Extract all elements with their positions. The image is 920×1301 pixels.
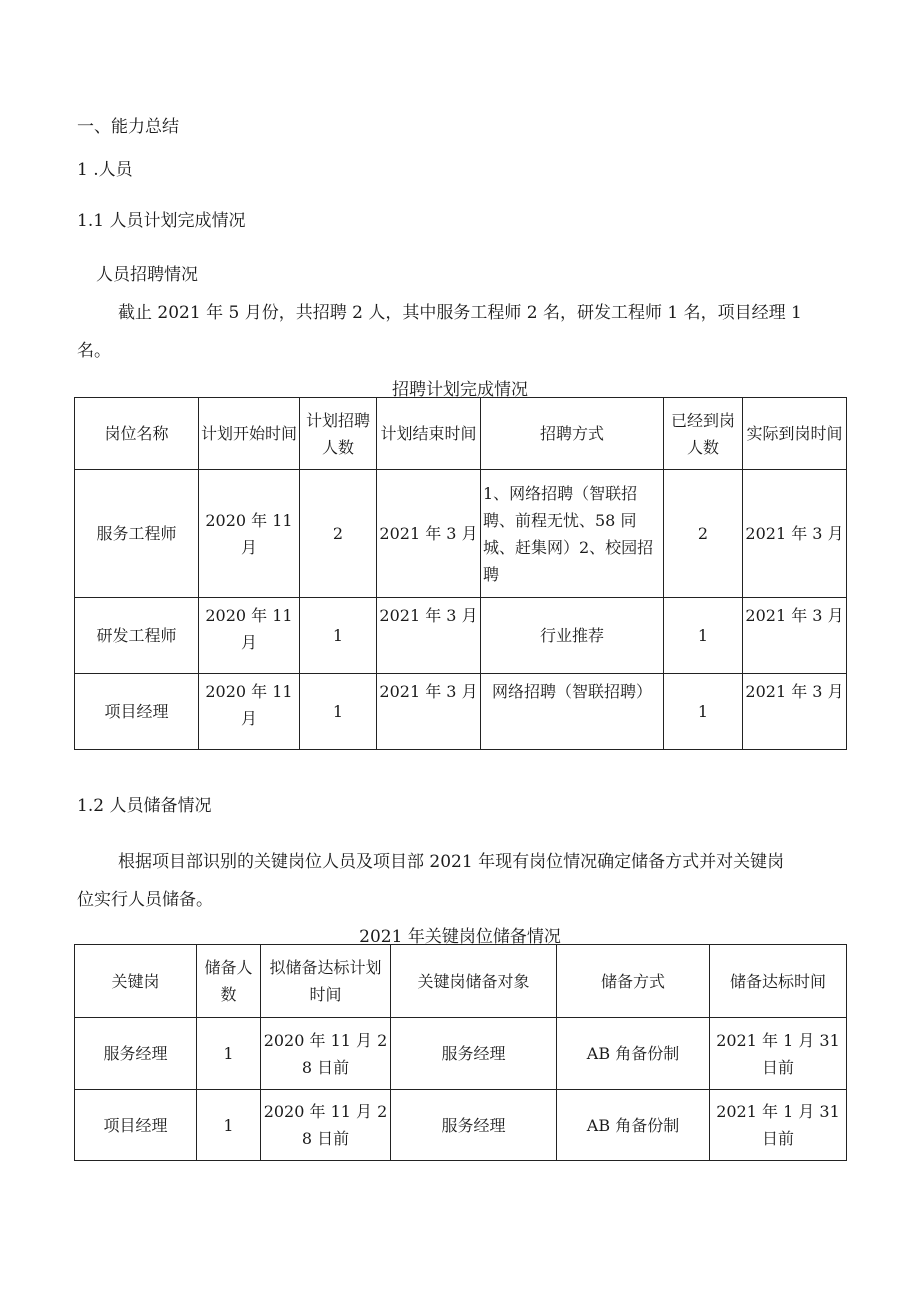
table-cell: 1 — [664, 598, 743, 674]
table-row — [75, 1090, 847, 1161]
table-row — [75, 598, 847, 674]
table-cell: 网络招聘（智联招聘） — [481, 674, 664, 750]
paragraph-recruitment-line1: 截止 2021 年 5 月份，共招聘 2 人，其中服务工程师 2 名，研发工程师 1 名，项目经理 1 — [118, 303, 802, 323]
table-cell: 2 — [664, 470, 743, 598]
table-cell: 服务经理 — [75, 1018, 197, 1090]
table-cell: 项目经理 — [75, 1090, 197, 1161]
header-cell: 岗位名称 — [75, 398, 199, 470]
table-cell: AB 角备份制 — [557, 1090, 710, 1161]
heading-capability-summary: 一、能力总结 — [77, 117, 179, 137]
header-cell: 计划招聘人数 — [300, 398, 377, 470]
table-cell: 服务工程师 — [75, 470, 199, 598]
paragraph-recruitment-line2: 名。 — [77, 341, 111, 361]
table-caption-recruitment: 招聘计划完成情况 — [392, 380, 528, 400]
table-cell: 1 — [300, 674, 377, 750]
table-cell: 研发工程师 — [75, 598, 199, 674]
table-cell: 1 — [197, 1018, 261, 1090]
table-cell: 2020 年 11 月 — [199, 674, 300, 750]
table-cell: 2021 年 3 月 — [377, 598, 481, 674]
table-cell: 2020 年 11 月 — [199, 598, 300, 674]
key-position-reserve-table — [74, 944, 847, 1161]
table-cell: 服务经理 — [391, 1090, 557, 1161]
table-cell: 1 — [197, 1090, 261, 1161]
heading-personnel-reserve: 1.2 人员储备情况 — [77, 796, 212, 816]
header-cell: 储备人数 — [197, 945, 261, 1018]
heading-plan-completion: 1.1 人员计划完成情况 — [77, 211, 246, 231]
table-header-row — [75, 945, 847, 1018]
heading-personnel: 1 .人员 — [77, 160, 133, 180]
header-cell: 实际到岗时间 — [743, 398, 847, 470]
header-cell: 关键岗储备对象 — [391, 945, 557, 1018]
table-cell: 2021 年 3 月 — [743, 598, 847, 674]
table-cell: 2020 年 11 月 28 日前 — [261, 1018, 391, 1090]
table-cell: 项目经理 — [75, 674, 199, 750]
table-cell: 2021 年 1 月 31 日前 — [710, 1018, 847, 1090]
heading-recruitment-status: 人员招聘情况 — [96, 265, 198, 285]
table-cell: 2 — [300, 470, 377, 598]
table-cell: 1 — [664, 674, 743, 750]
table-cell: 2021 年 3 月 — [377, 674, 481, 750]
table-cell: 1、网络招聘（智联招聘、前程无忧、58 同城、赶集网）2、校园招聘 — [481, 470, 664, 598]
table-cell: 2020 年 11 月 28 日前 — [261, 1090, 391, 1161]
header-cell: 招聘方式 — [481, 398, 664, 470]
header-cell: 拟储备达标计划时间 — [261, 945, 391, 1018]
table-cell: 1 — [300, 598, 377, 674]
recruitment-plan-table — [74, 397, 847, 750]
table-header-row — [75, 398, 847, 470]
table-cell: 行业推荐 — [481, 598, 664, 674]
table-cell: 2021 年 3 月 — [377, 470, 481, 598]
table-cell: 2021 年 1 月 31 日前 — [710, 1090, 847, 1161]
header-cell: 计划开始时间 — [199, 398, 300, 470]
table-row — [75, 1018, 847, 1090]
header-cell: 已经到岗人数 — [664, 398, 743, 470]
paragraph-reserve-line1: 根据项目部识别的关键岗位人员及项目部 2021 年现有岗位情况确定储备方式并对关键岗 — [118, 852, 785, 872]
table-cell: 2021 年 3 月 — [743, 674, 847, 750]
table-cell: 2021 年 3 月 — [743, 470, 847, 598]
header-cell: 储备方式 — [557, 945, 710, 1018]
table-caption-reserve: 2021 年关键岗位储备情况 — [359, 927, 561, 947]
paragraph-reserve-line2: 位实行人员储备。 — [77, 890, 213, 910]
table-cell: 服务经理 — [391, 1018, 557, 1090]
table-cell: AB 角备份制 — [557, 1018, 710, 1090]
table-row — [75, 470, 847, 598]
header-cell: 储备达标时间 — [710, 945, 847, 1018]
header-cell: 关键岗 — [75, 945, 197, 1018]
header-cell: 计划结束时间 — [377, 398, 481, 470]
table-row — [75, 674, 847, 750]
table-cell: 2020 年 11 月 — [199, 470, 300, 598]
